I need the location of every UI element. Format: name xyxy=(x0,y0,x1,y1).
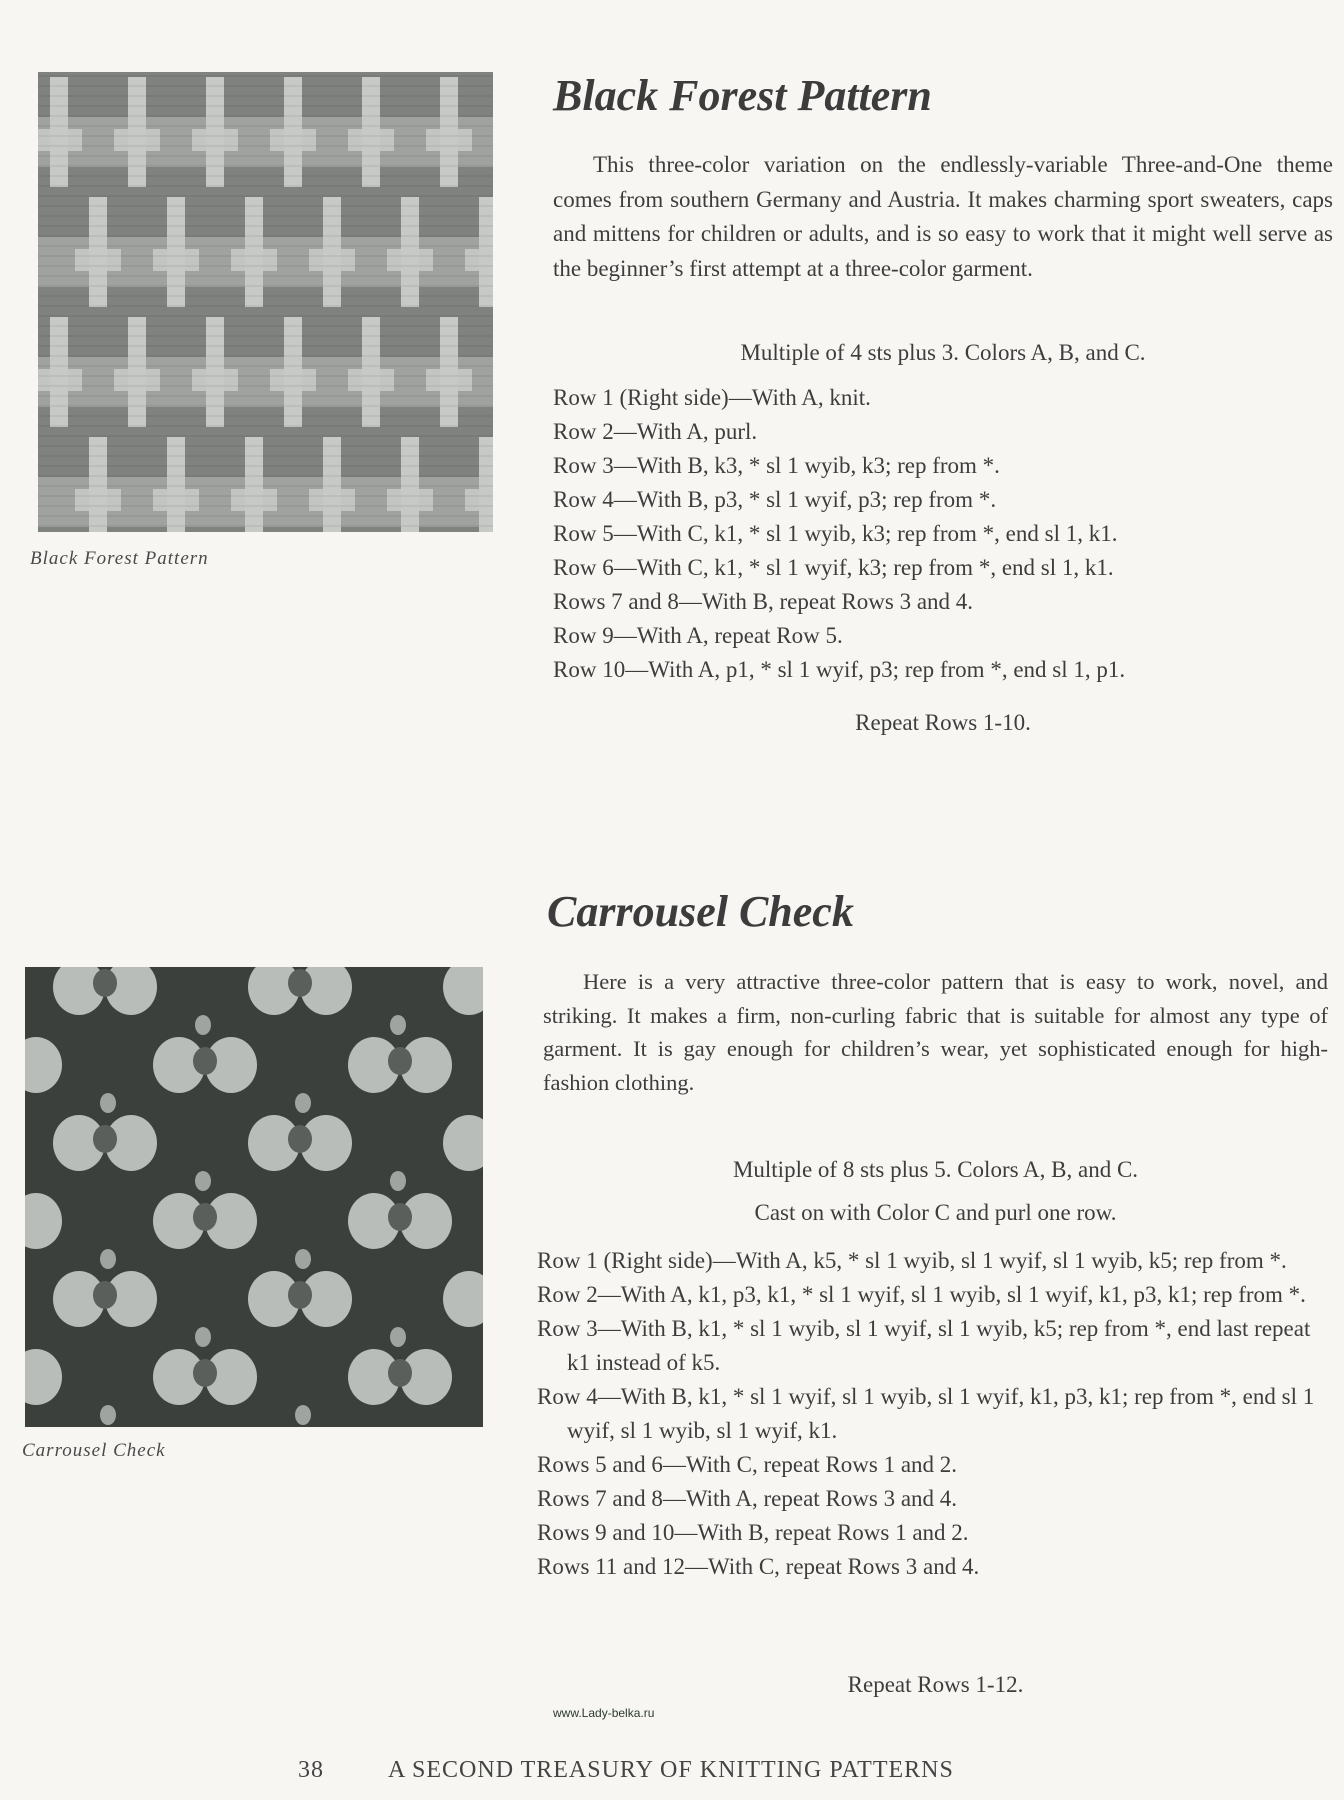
knit-swatch-graphic xyxy=(25,967,483,1427)
carrousel-check-repeat: Repeat Rows 1-12. xyxy=(847,1672,1024,1697)
carrousel-check-swatch-image xyxy=(25,967,483,1427)
black-forest-multiple: Multiple of 4 sts plus 3. Colors A, B, and C. xyxy=(740,340,1146,365)
instruction-row: Row 5—With C, k1, * sl 1 wyib, k3; rep from *, end sl 1, k1. xyxy=(553,521,1118,546)
instruction-row: Row 2—With A, purl. xyxy=(553,419,758,444)
instruction-row: Rows 9 and 10—With B, repeat Rows 1 and 2. xyxy=(537,1520,969,1545)
instruction-row: Row 1 (Right side)—With A, knit. xyxy=(553,385,871,410)
carrousel-check-multiple: Multiple of 8 sts plus 5. Colors A, B, and C. xyxy=(732,1157,1139,1182)
instruction-row: Row 4—With B, k1, * sl 1 wyif, sl 1 wyib, sl 1 wyif, k1, p3, k1; rep from *, end sl 1 wyif, sl 1 wyib, sl 1 wyif, k1. xyxy=(537,1384,1315,1443)
instruction-row: Row 3—With B, k1, * sl 1 wyib, sl 1 wyif, sl 1 wyib, k5; rep from *, end last repeat k1 instead of k5. xyxy=(537,1316,1311,1375)
instruction-row: Row 6—With C, k1, * sl 1 wyif, k3; rep from *, end sl 1, k1. xyxy=(553,555,1114,580)
carrousel-check-caption: Carrousel Check xyxy=(22,1440,166,1461)
instruction-row: Rows 7 and 8—With A, repeat Rows 3 and 4. xyxy=(537,1486,958,1511)
black-forest-caption: Black Forest Pattern xyxy=(30,548,209,569)
carrousel-check-cast-on: Cast on with Color C and purl one row. xyxy=(754,1200,1117,1225)
instruction-row: Row 4—With B, p3, * sl 1 wyif, p3; rep from *. xyxy=(553,487,997,512)
black-forest-repeat: Repeat Rows 1-10. xyxy=(855,710,1031,735)
carrousel-check-title: Carrousel Check xyxy=(547,887,854,936)
instruction-row: Row 1 (Right side)—With A, k5, * sl 1 wyib, sl 1 wyif, sl 1 wyib, k5; rep from *. xyxy=(537,1248,1287,1273)
instruction-row: Rows 5 and 6—With C, repeat Rows 1 and 2. xyxy=(537,1452,958,1477)
instruction-row: Rows 7 and 8—With B, repeat Rows 3 and 4. xyxy=(553,589,974,614)
page-number: 38 xyxy=(298,1757,324,1783)
book-title-footer: A SECOND TREASURY OF KNITTING PATTERNS xyxy=(388,1757,954,1783)
black-forest-description: This three-color variation on the endlessly-variable Three-and-One theme comes from southern Germany and Austria. It makes charming sport sweaters, caps and mittens for children or adults, and is so easy to work that it might well serve as the beginner’s first attempt at a three-color garment. xyxy=(553,152,1333,281)
knit-swatch-graphic xyxy=(38,72,493,532)
carrousel-check-row-list xyxy=(537,1244,1327,1584)
carrousel-check-description: Here is a very attractive three-color pattern that is easy to work, novel, and striking. It makes a firm, non-curling fabric that is suitable for almost any type of garment. It is gay enough for children’s wear, yet sophisticated enough for high-fashion clothing. xyxy=(543,969,1328,1095)
black-forest-swatch-image xyxy=(38,72,493,532)
watermark-url: www.Lady-belka.ru xyxy=(553,1706,655,1720)
instruction-row: Row 3—With B, k3, * sl 1 wyib, k3; rep from *. xyxy=(553,453,1000,478)
black-forest-title: Black Forest Pattern xyxy=(553,71,932,120)
black-forest-row-list xyxy=(553,381,1343,687)
instruction-row: Row 10—With A, p1, * sl 1 wyif, p3; rep from *, end sl 1, p1. xyxy=(553,657,1126,682)
instruction-row: Row 9—With A, repeat Row 5. xyxy=(553,623,843,648)
instruction-row: Rows 11 and 12—With C, repeat Rows 3 and 4. xyxy=(537,1554,980,1579)
instruction-row: Row 2—With A, k1, p3, k1, * sl 1 wyif, sl 1 wyib, sl 1 wyif, k1, p3, k1; rep from *. xyxy=(537,1282,1306,1307)
